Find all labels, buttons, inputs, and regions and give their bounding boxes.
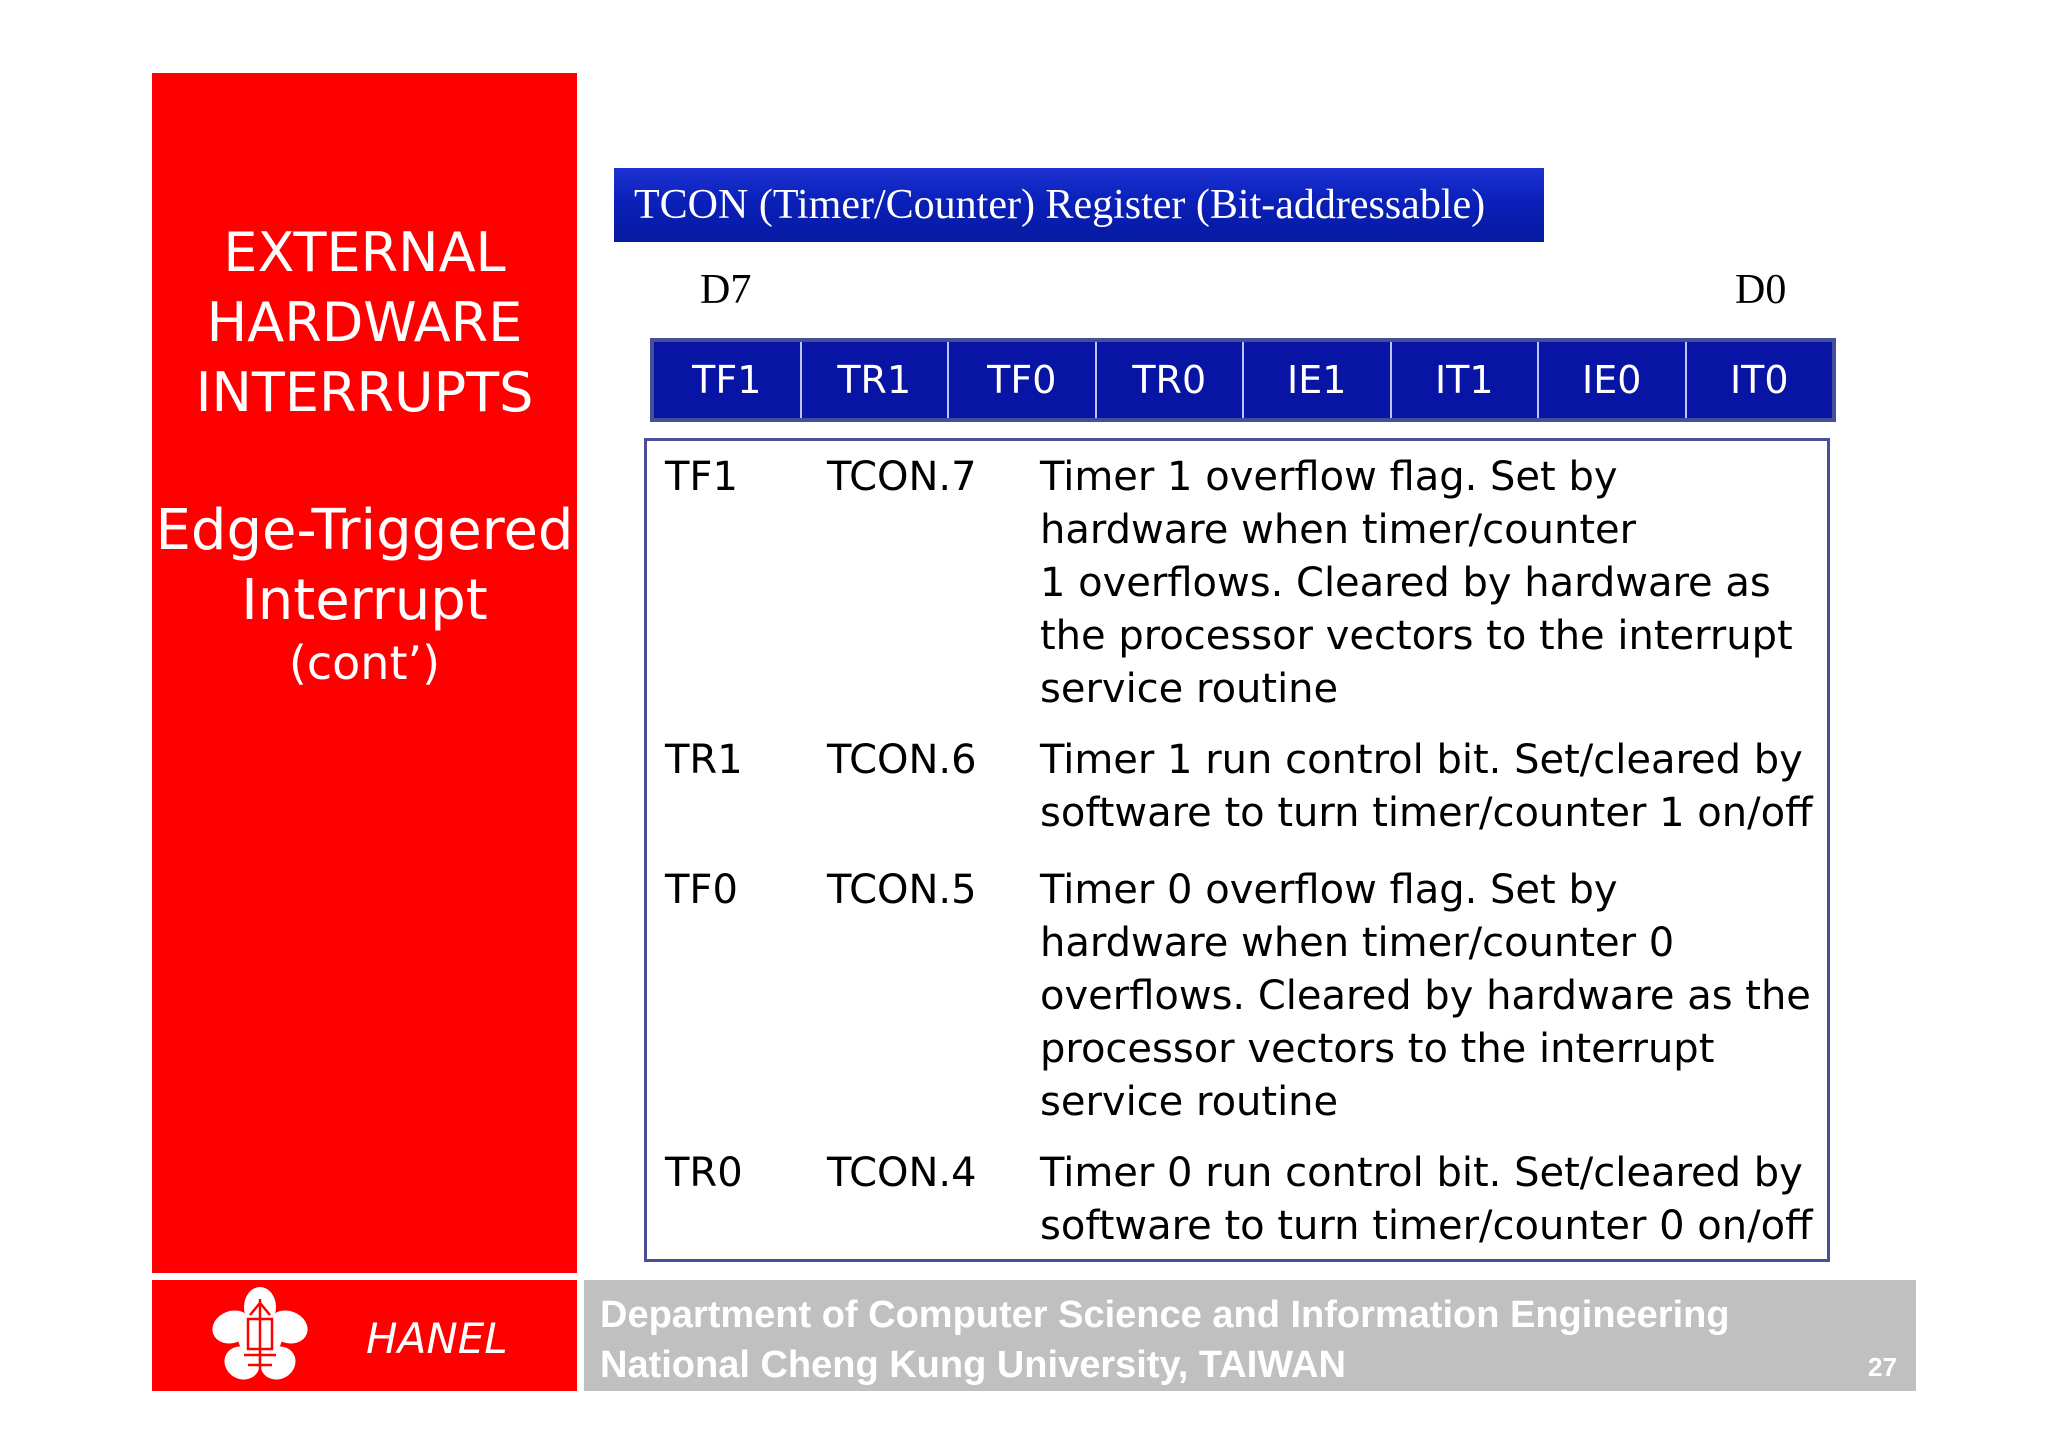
lsb-label: D0 (1735, 267, 1787, 313)
description-line: Timer 0 run control bit. Set/cleared by (1040, 1150, 1803, 1196)
bit-name: TR0 (665, 1150, 743, 1196)
bit-cell: TR1 (802, 342, 950, 418)
description-line: Timer 0 overflow flag. Set by (1040, 867, 1618, 913)
page-number: 27 (1868, 1352, 1897, 1382)
bit-address: TCON.6 (827, 737, 977, 783)
university-line: National Cheng Kung University, TAIWAN (600, 1344, 1346, 1386)
department-text (600, 1290, 1730, 1390)
description-line: software to turn timer/counter 1 on/off (1040, 790, 1813, 836)
sidebar-subtitle-line: Interrupt (241, 568, 488, 633)
bit-description (1040, 451, 1820, 716)
bit-description (1040, 1147, 1820, 1253)
bit-cell: IE1 (1244, 342, 1392, 418)
sidebar-subtitle (152, 496, 577, 636)
author-name: HANEL (366, 1314, 508, 1363)
description-line: hardware when timer/counter (1040, 507, 1637, 553)
bit-name: TR1 (665, 737, 743, 783)
bit-cell: IT1 (1392, 342, 1540, 418)
msb-label: D7 (700, 267, 752, 313)
sidebar-title-line: EXTERNAL (223, 221, 506, 284)
description-line: Timer 1 run control bit. Set/cleared by (1040, 737, 1803, 783)
description-line: 1 overflows. Cleared by hardware as (1040, 560, 1771, 606)
description-line: hardware when timer/counter 0 (1040, 920, 1675, 966)
description-line: processor vectors to the interrupt (1040, 1026, 1715, 1072)
sidebar-cont-label: (cont’) (288, 636, 441, 690)
register-header: TCON (Timer/Counter) Register (Bit-addressable) (614, 168, 1544, 242)
sidebar-title-line: HARDWARE (206, 291, 523, 354)
sidebar-subtitle-line: Edge-Triggered (155, 498, 574, 563)
bit-description (1040, 864, 1820, 1129)
description-line: Timer 1 overflow flag. Set by (1040, 454, 1618, 500)
bit-cell: TR0 (1097, 342, 1245, 418)
register-bit-table (650, 338, 1836, 422)
bit-name: TF0 (665, 867, 738, 913)
bit-cell: IT0 (1729, 358, 1789, 402)
bit-name: TF1 (665, 454, 738, 500)
department-line: Department of Computer Science and Information Engineering (600, 1294, 1730, 1336)
bit-cell: TF0 (949, 342, 1097, 418)
bit-address: TCON.7 (827, 454, 977, 500)
bit-cell: TF1 (654, 342, 802, 418)
bit-cell: IE0 (1539, 342, 1687, 418)
description-line: service routine (1040, 1079, 1339, 1125)
bit-address: TCON.5 (827, 867, 977, 913)
description-line: overflows. Cleared by hardware as the (1040, 973, 1811, 1019)
bit-description-table (644, 438, 1830, 1262)
bit-address: TCON.4 (827, 1150, 977, 1196)
sidebar-title (152, 218, 577, 428)
sidebar-title-line: INTERRUPTS (195, 361, 534, 424)
university-logo-icon (200, 1285, 320, 1389)
description-line: software to turn timer/counter 0 on/off (1040, 1203, 1813, 1249)
description-line: the processor vectors to the interrupt (1040, 613, 1793, 659)
description-line: service routine (1040, 666, 1339, 712)
bit-description (1040, 734, 1820, 840)
